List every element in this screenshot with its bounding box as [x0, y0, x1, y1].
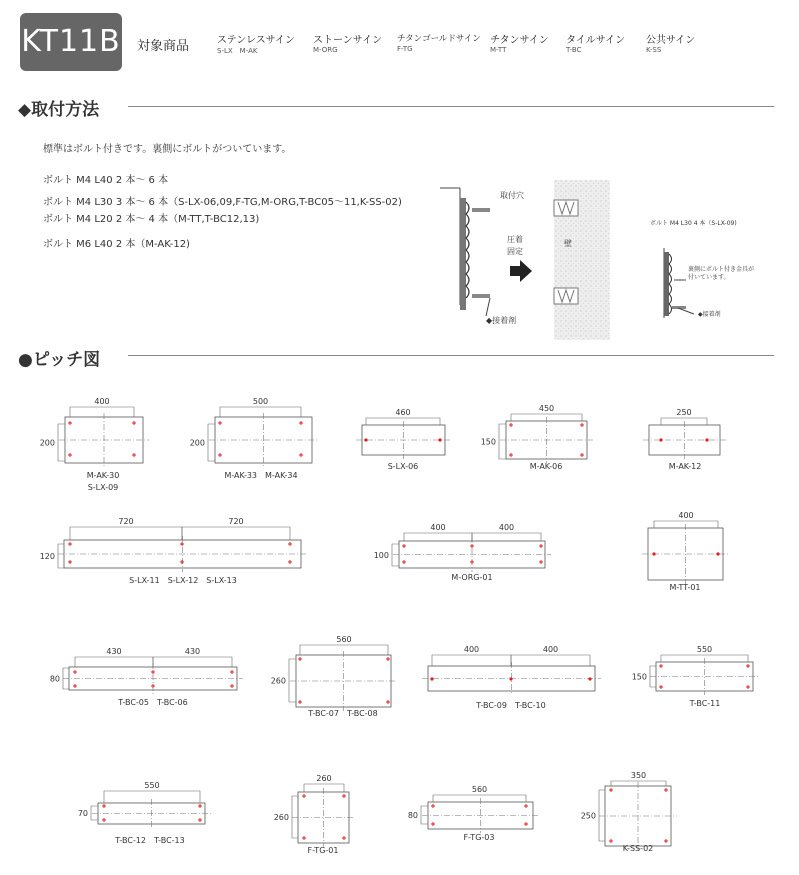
hole-marker: [288, 560, 292, 564]
dimension-label: 460: [395, 408, 411, 417]
dimension-label: 400: [498, 523, 515, 532]
category-label: 対象商品: [137, 39, 190, 54]
hole-marker: [659, 664, 663, 668]
dimension-label: 400: [678, 511, 694, 520]
dimension-label: 560: [471, 785, 488, 794]
category-code: K-SS: [646, 46, 662, 54]
wall-label: 壁: [564, 239, 572, 248]
hole-marker: [524, 822, 528, 826]
hole-marker: [68, 560, 72, 564]
dimension-label: 200: [39, 438, 55, 448]
hole-marker: [539, 560, 543, 564]
dimension-label: 400: [94, 397, 110, 406]
hole-marker: [539, 544, 543, 548]
dimension-line: [392, 544, 399, 566]
dimension-label: 430: [106, 647, 122, 656]
category-code: F-TG: [397, 45, 413, 53]
hole-marker: [180, 542, 184, 546]
dimension-line: [599, 790, 605, 841]
panel-code-label: T-BC-11: [689, 699, 721, 708]
hole-marker: [524, 804, 528, 808]
hole-marker: [73, 670, 77, 674]
dimension-line: [292, 796, 298, 838]
hole-marker: [102, 804, 106, 808]
install-intro: 標準はボルト付きです。裏側にボルトがついています。: [43, 144, 292, 155]
dimension-label: 70: [77, 809, 88, 818]
category-code: M-ORG: [313, 46, 338, 54]
press-label: 圧着: [507, 235, 523, 244]
panel-code-label: T-BC-05 T-BC-06: [118, 698, 188, 707]
dimension-line: [91, 806, 98, 820]
hole-marker: [342, 794, 346, 798]
panel-code-label: M-TT-01: [669, 583, 701, 592]
hole-marker: [431, 822, 435, 826]
bolt-spec: ボルト M6 L40 2 本（M-AK-12): [43, 239, 190, 250]
dimension-line: [289, 659, 296, 702]
hole-marker: [431, 804, 435, 808]
hole-marker: [299, 421, 303, 425]
hole-marker: [509, 453, 513, 457]
hole-marker: [151, 684, 155, 688]
panel-code-label: T-BC-09 T-BC-10: [476, 701, 546, 710]
small-diagram-note: 裏側にボルト付き金具が: [688, 266, 755, 273]
dimension-line: [511, 655, 590, 666]
hole-marker: [716, 552, 719, 555]
adhesive-label: ◆接着剤: [486, 316, 517, 325]
hole-marker: [438, 438, 441, 441]
dimension-label: 260: [316, 774, 332, 783]
category-code: M-TT: [490, 46, 507, 54]
panel-code-label: F-TG-03: [463, 833, 495, 842]
dimension-label: 430: [184, 647, 201, 656]
panel-code-label: M-AK-30: [86, 471, 120, 480]
bolt-spec: ボルト M4 L20 2 本〜 4 本（M-TT,T-BC12,13): [43, 214, 260, 225]
small-diagram-title: ボルト M4 L30 4 本（S-LX-09): [650, 220, 737, 227]
pitch-section-title: ●ピッチ図: [18, 350, 101, 370]
dimension-label: 260: [273, 813, 289, 822]
hole-marker: [102, 818, 106, 822]
hole-marker: [218, 421, 222, 425]
dimension-label: 250: [580, 811, 596, 821]
dimension-label: 260: [270, 676, 286, 686]
panel-code-label: T-BC-12 T-BC-13: [115, 836, 185, 845]
dimension-label: 450: [538, 404, 555, 413]
hole-marker: [302, 836, 306, 840]
dimension-line: [208, 424, 215, 461]
hole-marker: [402, 544, 406, 548]
hole-marker: [705, 438, 708, 441]
dimension-label: 100: [373, 551, 389, 560]
hole-marker: [132, 453, 136, 457]
hole-marker: [609, 839, 613, 843]
hole-marker: [470, 544, 474, 548]
hole-label: 取付穴: [500, 191, 524, 200]
dimension-line: [366, 418, 440, 425]
dimension-label: 400: [542, 645, 559, 654]
panel-code-label: K-SS-02: [622, 844, 654, 853]
category-code: S-LX M-AK: [217, 47, 258, 55]
category-name: 公共サイン: [646, 35, 696, 46]
category-code: T-BC: [566, 46, 582, 54]
dimension-line: [75, 657, 153, 667]
dimension-line: [70, 407, 134, 417]
bolt-spec: ボルト M4 L30 3 本〜 6 本（S-LX-06,09,F-TG,M-ORG,T-BC05〜11,K-SS-02): [43, 197, 402, 208]
dimension-line: [304, 784, 344, 792]
dimension-label: 200: [189, 438, 205, 448]
product-code-badge: KT11B: [20, 13, 122, 71]
hole-marker: [299, 453, 303, 457]
hole-marker: [218, 453, 222, 457]
panel-code-label: S-LX-11 S-LX-12 S-LX-13: [129, 576, 237, 585]
hole-marker: [609, 788, 613, 792]
panel-code-label: S-LX-09: [87, 483, 119, 492]
dimension-line: [220, 407, 301, 417]
hole-marker: [68, 453, 72, 457]
hole-marker: [288, 542, 292, 546]
hole-marker: [198, 804, 202, 808]
hole-marker: [659, 438, 662, 441]
dimension-label: 250: [676, 408, 692, 417]
category-name: チタンサイン: [490, 35, 549, 46]
dimension-line: [421, 806, 428, 824]
dimension-line: [432, 655, 511, 666]
hole-marker: [580, 423, 584, 427]
category-name: ストーンサイン: [313, 35, 383, 46]
hole-marker: [298, 700, 302, 704]
hole-marker: [68, 542, 72, 546]
hole-marker: [664, 839, 668, 843]
dimension-label: 80: [49, 674, 60, 684]
small-diagram-note: 付いています。: [688, 274, 730, 281]
small-adhesive-label: ◆接着剤: [698, 311, 721, 318]
hole-marker: [302, 794, 306, 798]
hole-marker: [386, 657, 390, 661]
dimension-line: [104, 791, 200, 803]
dimension-line: [404, 533, 472, 541]
dimension-line: [433, 795, 526, 802]
dimension-label: 400: [463, 645, 480, 654]
panel-code-label: T-BC-07 T-BC-08: [308, 709, 378, 718]
dimension-label: 720: [228, 517, 244, 526]
hole-marker: [73, 684, 77, 688]
hole-marker: [132, 421, 136, 425]
dimension-label: 550: [696, 645, 713, 654]
dimension-line: [661, 418, 707, 425]
hole-marker: [509, 423, 513, 427]
hole-marker: [230, 670, 234, 674]
hole-marker: [664, 788, 668, 792]
panel-code-label: M-AK-12: [668, 462, 702, 471]
fix-label: 固定: [507, 247, 523, 256]
hole-marker: [746, 664, 750, 668]
dimension-label: 350: [630, 771, 647, 780]
dimension-label: 560: [336, 635, 352, 644]
dimension-label: 400: [430, 523, 446, 532]
panel-code-label: M-AK-06: [529, 462, 563, 471]
dimension-line: [300, 645, 388, 655]
dimension-line: [654, 521, 718, 528]
hole-marker: [230, 684, 234, 688]
hole-marker: [298, 657, 302, 661]
hole-marker: [470, 560, 474, 564]
dimension-label: 550: [144, 781, 160, 790]
bolt-spec: ボルト M4 L40 2 本〜 6 本: [43, 175, 169, 186]
dimension-line: [182, 527, 290, 540]
hole-marker: [198, 818, 202, 822]
hole-marker: [746, 685, 750, 689]
dimension-label: 80: [407, 811, 418, 820]
dimension-line: [611, 781, 666, 786]
hole-marker: [402, 560, 406, 564]
dimension-line: [472, 533, 541, 541]
hole-marker: [342, 836, 346, 840]
dimension-line: [58, 424, 65, 461]
dimension-line: [499, 424, 506, 459]
hole-marker: [364, 438, 367, 441]
category-name: ステンレスサイン: [217, 35, 295, 46]
category-name: タイルサイン: [566, 35, 626, 46]
hole-marker: [180, 560, 184, 564]
category-name: チタンゴールドサイン: [397, 34, 481, 44]
dimension-label: 150: [480, 437, 496, 447]
panel-code-label: F-TG-01: [307, 846, 339, 855]
dimension-label: 150: [631, 672, 647, 682]
hole-marker: [580, 453, 584, 457]
hole-marker: [652, 552, 655, 555]
install-section-title: ◆取付方法: [18, 100, 100, 120]
hole-marker: [151, 670, 155, 674]
hole-marker: [68, 421, 72, 425]
hole-marker: [659, 685, 663, 689]
hole-marker: [386, 700, 390, 704]
dimension-label: 720: [118, 517, 134, 526]
hole-marker: [509, 677, 512, 680]
dimension-label: 500: [252, 397, 269, 406]
dimension-line: [58, 544, 64, 568]
panel-code-label: M-AK-33 M-AK-34: [224, 471, 298, 480]
panel-code-label: S-LX-06: [387, 462, 419, 471]
dimension-line: [153, 657, 232, 667]
dimension-line: [70, 527, 182, 540]
panel-code-label: M-ORG-01: [451, 573, 493, 582]
dimension-label: 120: [39, 552, 55, 561]
hole-marker: [588, 677, 591, 680]
hole-marker: [430, 677, 433, 680]
